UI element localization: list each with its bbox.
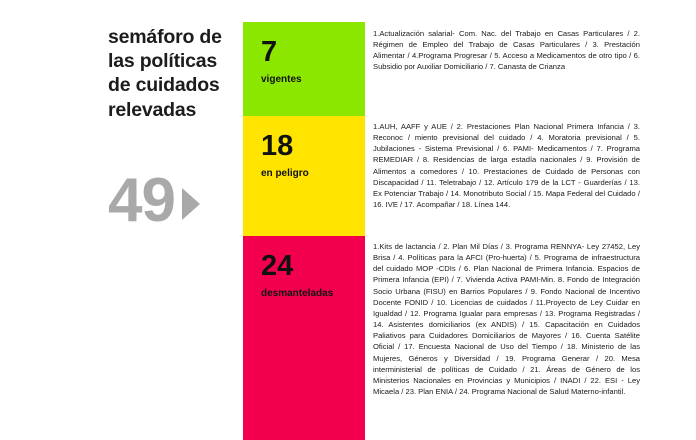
band-count: 18 <box>261 130 294 162</box>
band-en-peligro <box>243 116 365 236</box>
band-count: 7 <box>261 36 278 68</box>
detail-list-vigentes: 1.Actualización salarial- Com. Nac. del Trabajo en Casas Particulares / 2. Régimen de Empleo del Trabajo de Casas Particulares / 3. Prestación Alimentar / 4.Programa Progresar / 5. Acceso a Medicamentos de otro tipo / 6. Subsidio por Auxiliar Domiciliario / 7. Canasta de Crianza <box>373 29 640 72</box>
band-desmanteladas <box>243 236 365 440</box>
band-label: desmanteladas <box>261 288 334 299</box>
band-vigentes <box>243 22 365 116</box>
total-summary <box>108 166 200 235</box>
band-count: 24 <box>261 250 294 282</box>
right-margin <box>640 0 696 440</box>
traffic-light-strip <box>243 22 365 440</box>
band-label: en peligro <box>261 168 309 179</box>
band-label: vigentes <box>261 74 302 85</box>
total-count: 49 <box>108 166 175 235</box>
detail-list-desmanteladas: 1.Kits de lactancia / 2. Plan Mil Días / 3. Programa RENNYA- Ley 27452, Ley Brisa / 4. Políticas para la AFCI (Pro-huerta) / 5. Programa de infraestructura del cuidado MOP -CDIs / 6. Plan Nacional de Primera Infancia. Espacios de Primera Infancia (EPI) / 7. Vivienda Activa PAMI-Min. 8. Fondo de Integración Socio Urbana (FISU) en Barrios Populares / 9. Fondo Nacional de Incentivo Docente FONID / 10. Licencias de cuidados / 11.Proyecto de Ley Cuidar en Igualdad / 12. Programa Igualar para empresas / 13. Programa Registradas / 14. Asistentes domiciliarios (ex ANDIS) / 15. Capacitación en Cuidados Paliativos para Cuidadores Domiciliarios de Mayores / 16. Cuenta Satélite Oficial / 17. Encuesta Nacional de Uso del Tiempo / 18. Ministerio de las Mujeres, Géneros y Diversidad / 19. Programa Generar / 20. Mesa interministerial de políticas de Cuidado / 21. Áreas de Género de los Ministerios Nacionales en Provincias y Municipios / INADI / 22. ESI - Ley Micaela / 23. Plan ENIA / 24. Programa Nacional de Salud Materno-infantil. <box>373 242 640 397</box>
triangle-right-icon <box>182 188 200 220</box>
details-column <box>365 22 640 440</box>
left-column <box>0 0 243 440</box>
page-title: semáforo de las políticas de cuidados relevadas <box>108 26 222 121</box>
detail-list-en-peligro: 1.AUH, AAFF y AUE / 2. Prestaciones Plan Nacional Primera Infancia / 3. Reconoc / miento previsional del cuidado / 4. Moratoria previsional / 5. Jubilaciones - Sistema Previsional / 6. PAMI- Medicamentos / 7. Programa REMEDIAR / 8. Residencias de larga estadía nacionales / 9. Provisión de Alimentos a comedores / 10. Prestaciones de Cuidado de Personas con Discapacidad / 11. Teletrabajo / 12. Artículo 179 de la LCT - Guarderías / 13. Ex Potenciar Trabajo / 14. Monotributo Social / 15. Mapa Federal del Cuidado / 16. IVE / 17. Acompañar / 18. Línea 144. <box>373 122 640 210</box>
